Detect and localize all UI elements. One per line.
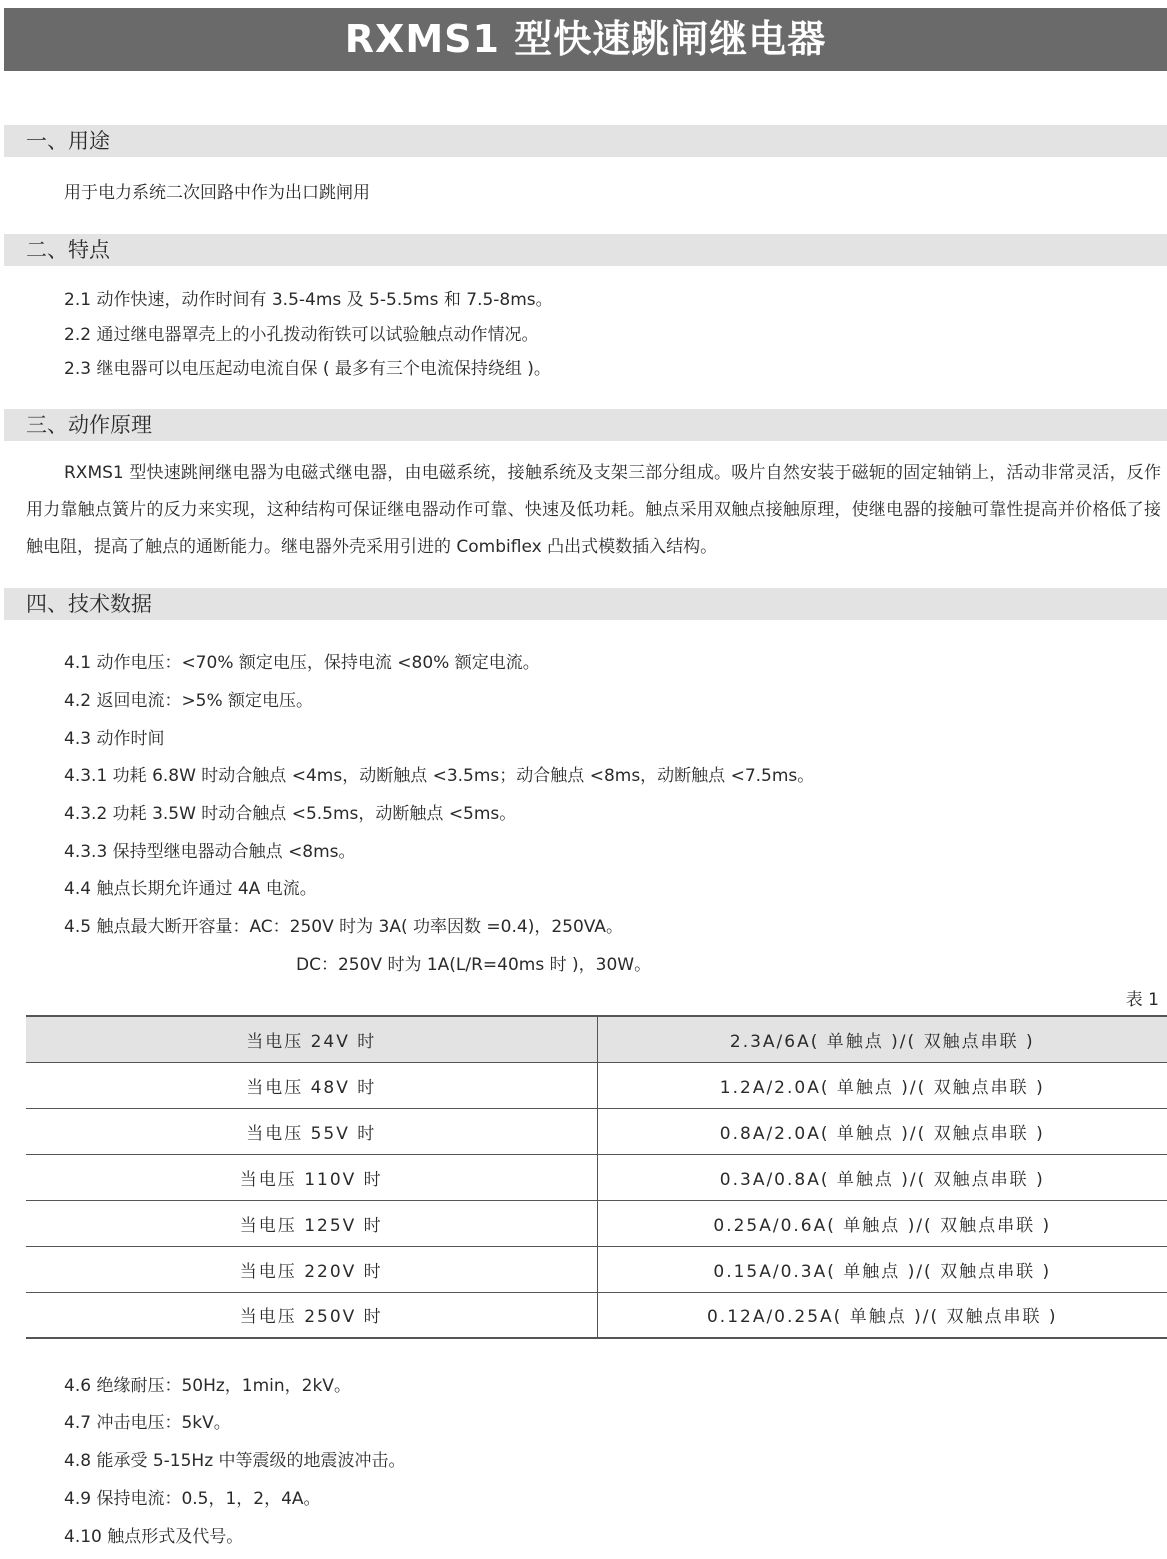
spec-item: 4.7 冲击电压：5kV。: [64, 1413, 231, 1433]
voltage-cell: 当电压 24V 时: [26, 1016, 597, 1062]
spec-item: 4.8 能承受 5-15Hz 中等震级的地震波冲击。: [64, 1451, 406, 1471]
capacity-cell: 1.2A/2.0A( 单触点 )/( 双触点串联 ): [597, 1062, 1167, 1108]
table-row: [26, 1016, 1167, 1062]
voltage-cell: 当电压 125V 时: [26, 1200, 597, 1246]
table-row: [26, 1108, 1167, 1154]
spec-item: 4.2 返回电流：>5% 额定电压。: [64, 691, 314, 711]
spec-item: 4.3.3 保持型继电器动合触点 <8ms。: [64, 842, 356, 862]
capacity-cell: 2.3A/6A( 单触点 )/( 双触点串联 ): [597, 1016, 1167, 1062]
table-row: [26, 1062, 1167, 1108]
spec-item: 4.1 动作电压：<70% 额定电压，保持电流 <80% 额定电流。: [64, 653, 540, 673]
section-heading-principle: 三、动作原理: [4, 409, 1167, 441]
section-heading-features: 二、特点: [4, 234, 1167, 266]
section-heading-usage: 一、用途: [4, 125, 1167, 157]
feature-item: 2.2 通过继电器罩壳上的小孔拨动衔铁可以试验触点动作情况。: [64, 325, 539, 345]
voltage-cell: 当电压 220V 时: [26, 1246, 597, 1292]
spec-item: 4.3.1 功耗 6.8W 时动合触点 <4ms，动断触点 <3.5ms；动合触点 <8ms，动断触点 <7.5ms。: [64, 766, 815, 786]
spec-item: DC：250V 时为 1A(L/R=40ms 时 )，30W。: [296, 955, 652, 975]
section-heading-tech-data: 四、技术数据: [4, 588, 1167, 620]
feature-item: 2.3 继电器可以电压起动电流自保 ( 最多有三个电流保持绕组 )。: [64, 359, 551, 379]
voltage-cell: 当电压 110V 时: [26, 1154, 597, 1200]
spec-item: 4.3 动作时间: [64, 729, 165, 749]
capacity-cell: 0.12A/0.25A( 单触点 )/( 双触点串联 ): [597, 1292, 1167, 1338]
spec-item: 4.3.2 功耗 3.5W 时动合触点 <5.5ms，动断触点 <5ms。: [64, 804, 517, 824]
capacity-cell: 0.15A/0.3A( 单触点 )/( 双触点串联 ): [597, 1246, 1167, 1292]
spec-item: 4.4 触点长期允许通过 4A 电流。: [64, 879, 317, 899]
capacity-table: [26, 1015, 1167, 1339]
capacity-cell: 0.3A/0.8A( 单触点 )/( 双触点串联 ): [597, 1154, 1167, 1200]
table-row: [26, 1200, 1167, 1246]
capacity-cell: 0.25A/0.6A( 单触点 )/( 双触点串联 ): [597, 1200, 1167, 1246]
spec-item: 4.5 触点最大断开容量：AC：250V 时为 3A( 功率因数 =0.4)，250VA。: [64, 917, 623, 937]
table-row: [26, 1154, 1167, 1200]
usage-text: 用于电力系统二次回路中作为出口跳闸用: [64, 183, 370, 203]
capacity-cell: 0.8A/2.0A( 单触点 )/( 双触点串联 ): [597, 1108, 1167, 1154]
voltage-cell: 当电压 250V 时: [26, 1292, 597, 1338]
principle-paragraph: RXMS1 型快速跳闸继电器为电磁式继电器，由电磁系统，接触系统及支架三部分组成。吸片自然安装于磁轭的固定轴销上，活动非常灵活，反作用力靠触点簧片的反力来实现，这种结构可保证继电器动作可靠、快速及低功耗。触点采用双触点接触原理，使继电器的接触可靠性提高并价格低了接触电阻，提高了触点的通断能力。继电器外壳采用引进的 Combiflex 凸出式模数插入结构。: [26, 463, 1161, 557]
voltage-cell: 当电压 55V 时: [26, 1108, 597, 1154]
voltage-cell: 当电压 48V 时: [26, 1062, 597, 1108]
spec-item: 4.6 绝缘耐压：50Hz，1min，2kV。: [64, 1376, 351, 1396]
spec-item: 4.10 触点形式及代号。: [64, 1527, 244, 1547]
feature-item: 2.1 动作快速，动作时间有 3.5-4ms 及 5-5.5ms 和 7.5-8ms。: [64, 290, 553, 310]
page-title: RXMS1 型快速跳闸继电器: [4, 8, 1167, 71]
table-caption: 表 1: [1125, 990, 1159, 1010]
table-row: [26, 1246, 1167, 1292]
spec-item: 4.9 保持电流：0.5，1，2，4A。: [64, 1489, 321, 1509]
table-row: [26, 1292, 1167, 1338]
